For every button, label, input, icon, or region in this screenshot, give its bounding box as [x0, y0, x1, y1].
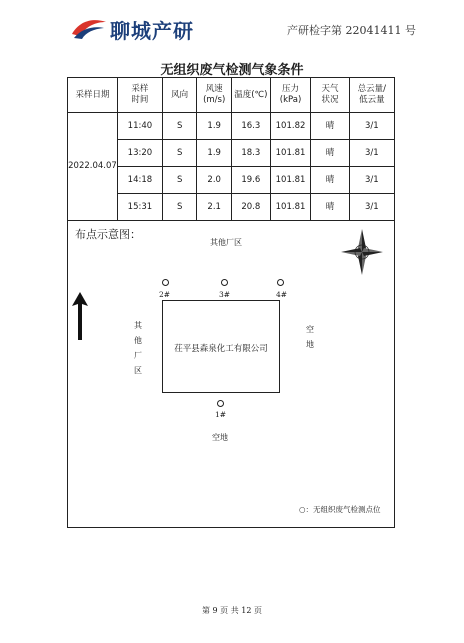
temperature: 20.8 — [231, 194, 270, 221]
monitoring-point-circle — [162, 279, 169, 286]
weather: 晴 — [311, 113, 349, 140]
wind-speed: 2.1 — [197, 194, 231, 221]
monitoring-point-label: 1# — [215, 410, 227, 419]
cloud-cover: 3/1 — [349, 167, 394, 194]
temperature: 18.3 — [231, 140, 270, 167]
cloud-cover: 3/1 — [349, 113, 394, 140]
header-date: 采样日期 — [68, 78, 118, 113]
monitoring-point-label: 3# — [219, 290, 231, 299]
weather-table — [67, 77, 395, 221]
sampling-time: 13:20 — [117, 140, 162, 167]
wind-speed: 1.9 — [197, 113, 231, 140]
wind-speed: 1.9 — [197, 140, 231, 167]
table-header-row — [68, 78, 395, 113]
wind-direction: S — [162, 194, 197, 221]
cloud-cover: 3/1 — [349, 194, 394, 221]
page-title: 无组织废气检测气象条件 — [160, 63, 304, 78]
pressure: 101.82 — [270, 113, 310, 140]
sampling-date: 2022.04.07 — [68, 113, 118, 221]
west-area-label: 其 他 厂 区 — [134, 321, 142, 375]
temperature: 16.3 — [231, 113, 270, 140]
monitoring-point-circle — [217, 400, 224, 407]
weather: 晴 — [311, 194, 349, 221]
pressure: 101.81 — [270, 167, 310, 194]
header-weather: 天气 状况 — [311, 78, 349, 113]
header-pressure: 压力 (kPa) — [270, 78, 310, 113]
wind-direction: S — [162, 140, 197, 167]
weather: 晴 — [311, 140, 349, 167]
header-wind-speed: 风速 (m/s) — [197, 78, 231, 113]
header-cloud: 总云量/ 低云量 — [349, 78, 394, 113]
header-temperature: 温度(℃) — [231, 78, 270, 113]
layout-heading: 布点示意图： — [75, 228, 141, 241]
east-area-label: 空 地 — [306, 325, 314, 349]
compass-rose-icon — [339, 227, 385, 277]
monitoring-point-label: 4# — [276, 290, 288, 299]
wind-direction: S — [162, 167, 197, 194]
legend — [299, 504, 381, 515]
table-row — [68, 113, 395, 140]
sampling-time: 11:40 — [117, 113, 162, 140]
factory-name: 茌平县森泉化工有限公司 — [174, 344, 268, 354]
monitoring-point-circle — [221, 279, 228, 286]
sampling-time: 14:18 — [117, 167, 162, 194]
logo-text: 聊城产研 — [110, 19, 194, 43]
weather: 晴 — [311, 167, 349, 194]
monitoring-point-label: 2# — [159, 290, 171, 299]
table-row — [68, 194, 395, 221]
company-logo — [70, 14, 200, 44]
monitoring-point-circle — [277, 279, 284, 286]
header-wind-direction: 风向 — [162, 78, 197, 113]
pressure: 101.81 — [270, 140, 310, 167]
wind-speed: 2.0 — [197, 167, 231, 194]
cloud-cover: 3/1 — [349, 140, 394, 167]
page-number: 第 9 页 共 12 页 — [202, 606, 262, 615]
north-area-label: 其他厂区 — [210, 238, 242, 247]
temperature: 19.6 — [231, 167, 270, 194]
sampling-time: 15:31 — [117, 194, 162, 221]
pressure: 101.81 — [270, 194, 310, 221]
south-area-label: 空地 — [212, 433, 228, 442]
wind-direction: S — [162, 113, 197, 140]
legend-text: ○：无组织废气检测点位 — [299, 505, 381, 514]
header-time: 采样 时间 — [117, 78, 162, 113]
logo-wave-icon — [70, 16, 108, 40]
north-arrow-icon — [71, 292, 89, 340]
report-number: 产研检字第 22041411 号 — [287, 24, 416, 37]
